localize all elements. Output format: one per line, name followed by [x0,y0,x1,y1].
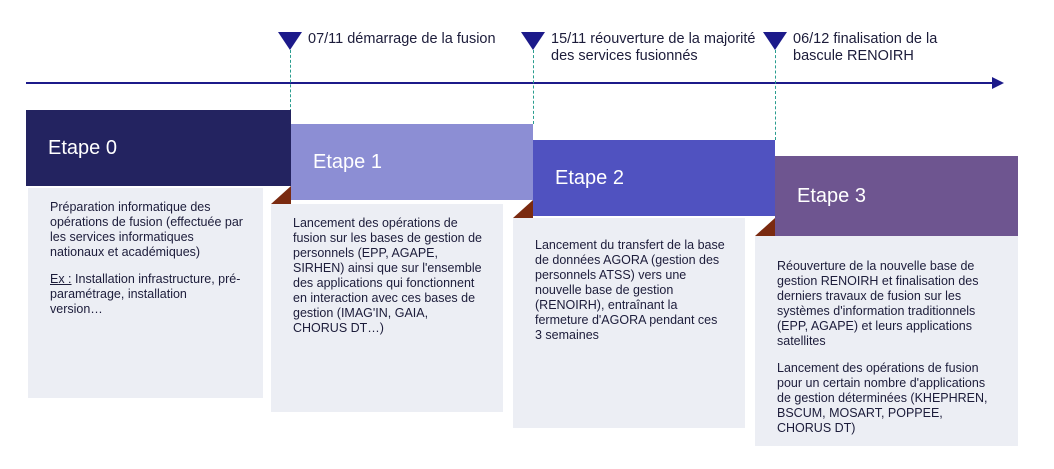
step-2-header [533,140,775,216]
timeline-axis [26,82,994,84]
step-0-body [28,188,263,398]
step-1-body [271,204,503,412]
step-1-header [291,124,533,200]
milestone-label-3: 06/12 finalisation de la bascule RENOIRH [793,31,938,64]
milestone-label-2: 15/11 réouverture de la majorité des services fusionnés [551,31,756,64]
step-3-header [775,156,1018,236]
step-3-body [755,236,1018,446]
step-1-paragraph-1: Lancement des opérations de fusion sur les bases de gestion de personnels (EPP, AGAPE, SIRHEN) ainsi que sur l'ensemble des applications qui fonctionnent en interaction avec ces bases de gestion (IMAG'IN, GAIA, CHORUS DT…) [293,216,483,335]
milestone-label-1: 07/11 démarrage de la fusion [308,31,496,47]
step-0-paragraph-1: Préparation informatique des opérations de fusion (effectuée par les services informatiques nationaux et académiques) [50,200,243,259]
step-0-note [50,272,243,317]
step-3-paragraph-2: Lancement des opérations de fusion pour un certain nombre d'applications de gestion déterminées (KHEPHREN, BSCUM, MOSART, POPPEE, CHORUS DT) [777,361,988,435]
timeline-arrowhead [992,77,1004,89]
milestone-marker-2 [521,32,545,50]
step-1-title: Etape 1 [313,150,382,173]
milestone-line-2 [533,50,534,124]
step-2-fold [513,200,533,218]
milestone-marker-1 [278,32,302,50]
step-3-title: Etape 3 [797,184,866,207]
step-2-title: Etape 2 [555,166,624,189]
step-2-paragraph-1: Lancement du transfert de la base de données AGORA (gestion des personnels ATSS) vers une nouvelle base de gestion (RENOIRH), entraînant la fermeture d'AGORA pendant ces 3 semaines [535,238,725,342]
step-0-title: Etape 0 [48,136,117,159]
step-0-note-text: Installation infrastructure, pré-paramétrage, installation version… [50,272,241,316]
step-0-note-prefix: Ex : [50,272,72,286]
milestone-marker-3 [763,32,787,50]
step-3-fold [755,218,775,236]
milestone-line-1 [290,50,291,112]
step-2-body [513,218,745,428]
step-3-paragraph-1: Réouverture de la nouvelle base de gestion RENOIRH et finalisation des derniers travaux de fusion sur les systèmes d'information traditionnels (EPP, AGAPE) et leurs applications satellites [777,259,979,348]
milestone-line-3 [775,50,776,140]
step-1-fold [271,186,291,204]
step-0-header [26,110,291,186]
